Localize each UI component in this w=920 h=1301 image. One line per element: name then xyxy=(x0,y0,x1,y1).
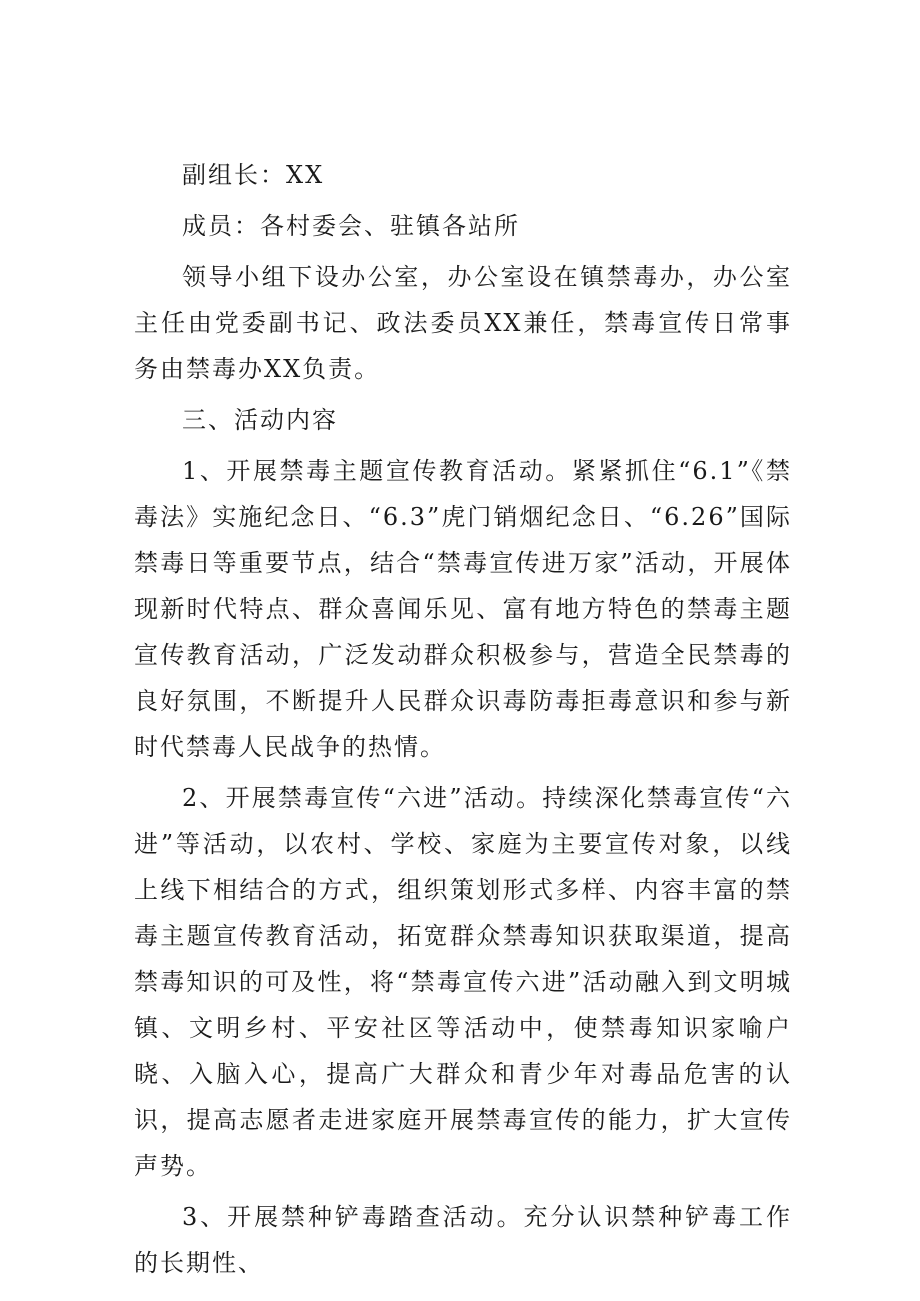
item-1-paragraph: 1、开展禁毒主题宣传教育活动。紧紧抓住“6.1”《禁毒法》实施纪念日、“6.3”虎门销烟纪念日、“6.26”国际禁毒日等重要节点，结合“禁毒宣传进万家”活动，开展体现新时代特点、群众喜闻乐见、富有地方特色的禁毒主题宣传教育活动，广泛发动群众积极参与，营造全民禁毒的良好氛围，不断提升人民群众识毒防毒拒毒意识和参与新时代禁毒人民战争的热情。 xyxy=(134,457,792,761)
deputy-leader-line: 副组长：XX xyxy=(182,161,325,189)
item-3-paragraph: 3、开展禁种铲毒踏查活动。充分认识禁种铲毒工作的长期性、 xyxy=(134,1203,792,1277)
section-heading-activities: 三、活动内容 xyxy=(182,406,338,434)
item-2-paragraph: 2、开展禁毒宣传“六进”活动。持续深化禁毒宣传“六进”等活动，以农村、学校、家庭为主要宣传对象，以线上线下相结合的方式，组织策划形式多样、内容丰富的禁毒主题宣传教育活动，拓宽群众禁毒知识获取渠道，提高禁毒知识的可及性，将“禁毒宣传六进”活动融入到文明城镇、文明乡村、平安社区等活动中，使禁毒知识家喻户晓、入脑入心，提高广大群众和青少年对毒品危害的认识，提高志愿者走进家庭开展禁毒宣传的能力，扩大宣传声势。 xyxy=(134,784,792,1180)
office-paragraph: 领导小组下设办公室，办公室设在镇禁毒办，办公室主任由党委副书记、政法委员XX兼任，禁毒宣传日常事务由禁毒办XX负责。 xyxy=(134,263,792,383)
members-line: 成员：各村委会、驻镇各站所 xyxy=(182,212,520,240)
